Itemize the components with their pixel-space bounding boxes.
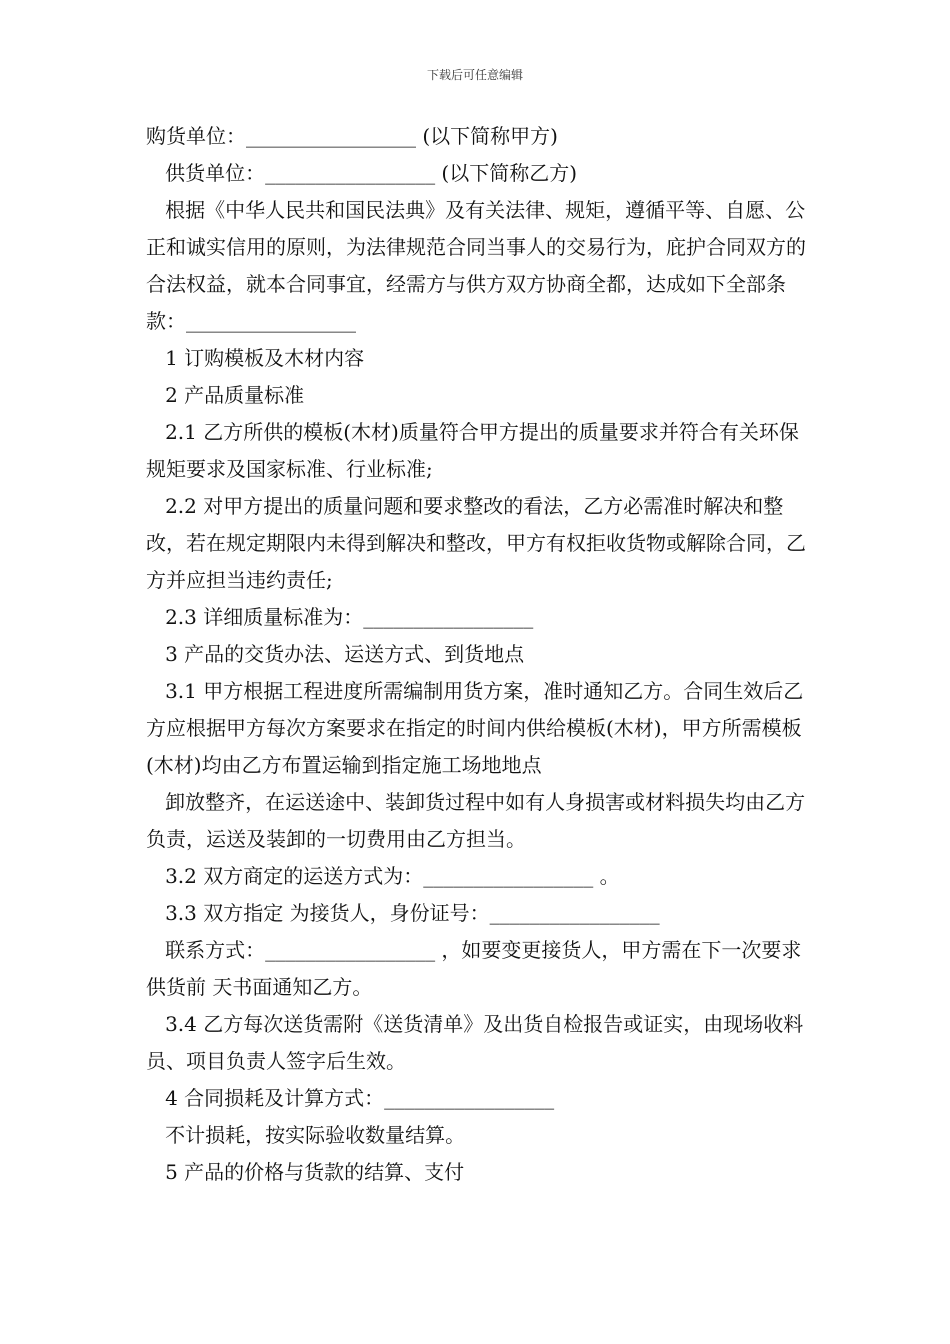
clause-3-4: 3.4 乙方每次送货需附《送货清单》及出货自检报告或证实，由现场收料员、项目负责人签字后生效。 xyxy=(146,1012,804,1073)
clause-3-1-continued: 卸放整齐，在运送途中、装卸货过程中如有人身损害或材料损失均由乙方负责，运送及装卸的一切费用由乙方担当。 xyxy=(146,790,806,851)
preamble-paragraph: 根据《中华人民共和国民法典》及有关法律、规矩，遵循平等、自愿、公正和诚实信用的原则，为法律规范合同当事人的交易行为，庇护合同双方的合法权益，就本合同事宜，经需方与供方双方协商全都，达成如下全部条款：_________________ xyxy=(146,198,806,333)
supplier-line: 供货单位：_________________ (以下简称乙方) xyxy=(146,161,578,185)
clause-2-2: 2.2 对甲方提出的质量问题和要求整改的看法，乙方必需准时解决和整改，若在规定期限内未得到解决和整改，甲方有权拒收货物或解除合同，乙方并应担当违约责任; xyxy=(146,494,806,592)
clause-2-3: 2.3 详细质量标准为：_________________ xyxy=(146,605,534,629)
clause-3-3-contact: 联系方式：_________________ ，如要变更接货人，甲方需在下一次要求供货前 天书面通知乙方。 xyxy=(146,938,802,999)
section-4-heading: 4 合同损耗及计算方式：_________________ xyxy=(146,1086,555,1110)
purchaser-line: 购货单位：_________________ (以下简称甲方) xyxy=(146,124,558,148)
contract-body xyxy=(146,118,816,1191)
clause-3-1: 3.1 甲方根据工程进度所需编制用货方案，准时通知乙方。合同生效后乙方应根据甲方每次方案要求在指定的时间内供给模板(木材)，甲方所需模板(木材)均由乙方布置运输到指定施工场地地点 xyxy=(146,679,804,777)
section-1-heading: 1 订购模板及木材内容 xyxy=(146,346,365,370)
section-3-heading: 3 产品的交货办法、运送方式、到货地点 xyxy=(146,642,525,666)
clause-3-2: 3.2 双方商定的运送方式为：_________________ 。 xyxy=(146,864,620,888)
section-5-heading: 5 产品的价格与货款的结算、支付 xyxy=(146,1160,465,1184)
clause-2-1: 2.1 乙方所供的模板(木材)质量符合甲方提出的质量要求并符合有关环保规矩要求及国家标准、行业标准; xyxy=(146,420,799,481)
section-2-heading: 2 产品质量标准 xyxy=(146,383,305,407)
clause-3-3: 3.3 双方指定 为接货人，身份证号：_________________ xyxy=(146,901,660,925)
page-header: 下载后可任意编辑 xyxy=(426,68,523,82)
section-4-text: 不计损耗，按实际验收数量结算。 xyxy=(146,1123,466,1147)
